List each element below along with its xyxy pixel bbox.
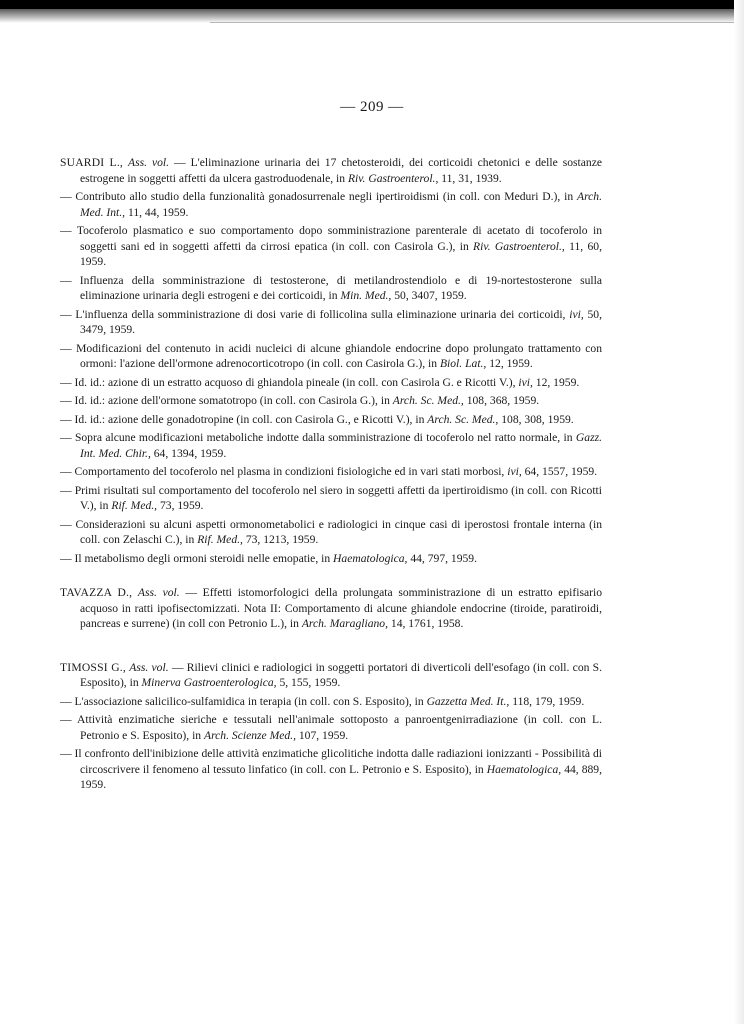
entry-text: — Contributo allo studio della funzionalità gonadosurrenale negli ipertiroidismi (in coll. con Meduri D.), in [60,190,577,203]
entry-text: — Effetti istomorfologici della prolungata somministrazione di un estratto epifisario acquoso in ratti ipofisectomizzati. Nota II: Comportamento di alcune ghiandole endocrine (tiroide, paratiroidi, pancreas e surrene) (in coll con Petronio L.), in [80,586,602,630]
bibliography-entry [60,551,602,567]
journal-title: Min. Med., [340,289,392,302]
bibliography-entry-author-1 [60,155,602,186]
bibliography-entry [60,712,602,743]
author-role: Ass. vol. [129,660,169,674]
entry-text: — Considerazioni su alcuni aspetti ormonometabolici e radiologici in cinque casi di iperostosi frontale interna (in coll. con Zelaschi C.), in [60,517,602,546]
entry-text: — Rilievi clinici e radiologici in soggetti portatori di diverticoli dell'esofago (in coll. con S. Esposito), in [80,660,603,689]
entry-text: 14, 1761, 1958. [388,617,464,630]
page-number: — 209 — [340,99,404,115]
entry-text: 118, 179, 1959. [509,694,585,708]
journal-title: Haematologica, [486,762,562,776]
entry-text: — Influenza della somministrazione di testosterone, di metilandrostendiolo e di 19-nortestosterone sulla eliminazione urinaria degli estrogeni e dei corticoidi, in [60,273,602,302]
entry-text: 5, 155, 1959. [276,676,341,689]
bibliography-entry [60,412,602,428]
journal-title: ivi, [507,465,522,478]
entry-text: — Id. id.: azione delle gonadotropine (in coll. con Casirola G., e Ricotti V.), in [60,412,428,426]
bibliography-entry [60,393,602,409]
author-name: TIMOSSI G., [60,660,127,674]
entry-text: — L'eliminazione urinaria dei 17 chetosteroidi, dei corticoidi chetonici e delle sostanze estrogene in soggetti affetti da ulcera gastroduodenale, in [80,156,603,185]
bibliography-entry [60,307,602,338]
entry-text: 50, 3479, 1959. [80,307,603,336]
bibliography-entry [60,273,602,304]
journal-title: Haematologica, [333,551,408,565]
author-name: SUARDI L., [60,156,124,169]
journal-title: ivi, [518,375,533,389]
entry-text: — Id. id.: azione dell'ormone somatotropo (in coll. con Casirola G.), in [60,394,393,407]
entry-text: — L'influenza della somministrazione di dosi varie di follicolina sulla eliminazione urinaria dei corticoidi, [60,307,570,321]
bibliography-entry-author-2 [60,585,602,632]
bibliography-entry [60,223,602,270]
entry-text: — Primi risultati sul comportamento del tocoferolo nel siero in soggetti affetti da ipertiroidismo (in coll. con Ricotti V.), in [60,483,602,512]
entry-text: 73, 1959. [157,499,204,512]
journal-title: Rif. Med., [111,499,158,512]
bibliography-entry [60,375,602,391]
entry-text: 64, 1394, 1959. [150,446,227,460]
journal-title: ivi, [569,307,584,321]
author-role: Ass. vol. [137,586,180,599]
entry-text: 107, 1959. [295,728,349,742]
entry-text: 44, 889, 1959. [80,762,603,791]
entry-text: — Tocoferolo plasmatico e suo comportamento dopo somministrazione parenterale di acetato di tocoferolo in soggetti sani ed in soggetti affetti da cirrosi epatica (in coll. con Casirola G.), in [60,224,602,253]
entry-text: — Comportamento del tocoferolo nel plasma in condizioni fisiologiche ed in vari stati morbosi, [60,465,508,478]
entry-text: — Attività enzimatiche sieriche e tessutali nell'animale sottoposto a panroentgenirradiazione (in coll. con L. Petronio e S. Esposito), in [60,713,602,742]
journal-title: Arch. Maragliano, [301,617,389,630]
entry-text: 108, 308, 1959. [498,412,574,426]
author-name: TAVAZZA D., [60,586,133,599]
entry-text: — Id. id.: azione di un estratto acquoso di ghiandola pineale (in coll. con Casirola G. e Ricotti V.), [60,375,519,389]
scan-top-shadow [0,9,744,23]
entry-text: — Sopra alcune modificazioni metaboliche indotte dalla somministrazione di tocoferolo nel ratto normale, in [60,431,576,444]
journal-title: Gazzetta Med. It., [426,694,510,708]
entry-text: — Modificazioni del contenuto in acidi nucleici di alcune ghiandole endocrine dopo prolungato trattamento con ormoni: l'azione dell'ormone adrenocorticotropo (in coll. con Casirola G.), in [60,341,602,370]
entry-text: 108, 368, 1959. [463,394,540,407]
entry-text: 11, 44, 1959. [125,205,189,219]
entry-text: 73, 1213, 1959. [242,533,319,546]
journal-title: Arch. Scienze Med., [204,728,296,742]
journal-title: Biol. Lat., [439,357,487,370]
journal-title: Rif. Med., [197,533,243,546]
entry-text: — L'associazione salicilico-sulfamidica in terapia (in coll. con S. Esposito), in [60,694,427,708]
entry-text: — Il confronto dell'inibizione delle attività enzimatiche glicolitiche indotta dalle radiazioni ionizzanti - Possibilità di circoscrivere il fenomeno al tessuto linfatico (in coll. con L. Petronio e S. Esposito), in [60,747,602,776]
bibliography-entry [60,483,602,514]
journal-title: Riv. Gastroenterol., [473,239,565,253]
bibliography-list [60,155,602,796]
entry-text: 64, 1557, 1959. [521,465,598,478]
journal-title: Gazz. Int. Med. Chir., [80,431,602,460]
entry-text: 11, 31, 1939. [438,171,502,185]
bibliography-entry-author-3 [60,660,602,691]
scan-right-edge [734,0,744,1024]
entry-text: 11, 60, 1959. [80,239,602,268]
journal-title: Riv. Gastroenterol., [347,171,439,185]
entry-text: 12, 1959. [486,357,533,370]
bibliography-entry [60,464,602,480]
bibliography-entry [60,517,602,548]
author-role: Ass. vol. [128,156,170,169]
entry-text: 50, 3407, 1959. [391,289,467,302]
journal-title: Arch. Sc. Med., [392,394,464,407]
journal-title: Arch. Sc. Med., [427,412,499,426]
bibliography-entry [60,746,602,793]
journal-title: Minerva Gastroenterologica, [141,676,277,689]
entry-text: — Il metabolismo degli ormoni steroidi nelle emopatie, in [60,551,334,565]
entry-text: 12, 1959. [532,375,580,389]
entry-text: 44, 797, 1959. [407,551,477,565]
bibliography-entry [60,430,602,461]
scan-top-border [0,0,744,9]
journal-title: Arch. Med. Int., [80,190,602,219]
scan-top-rule [210,22,744,23]
bibliography-entry [60,341,602,372]
bibliography-entry [60,694,602,710]
bibliography-entry [60,189,602,220]
